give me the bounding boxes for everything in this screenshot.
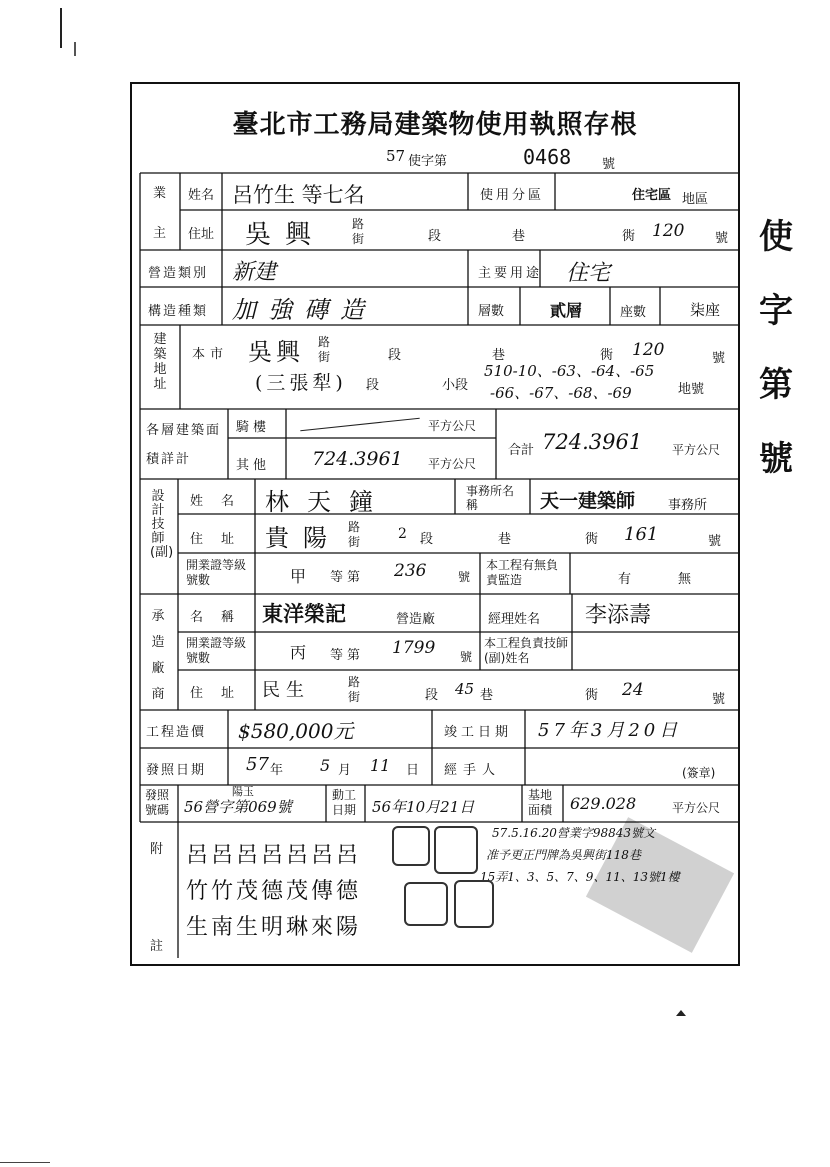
street-label: 街 bbox=[352, 232, 365, 246]
firm-no-label: 號 bbox=[712, 692, 726, 707]
permit-suffix: 號 bbox=[602, 157, 616, 172]
site-label: 建築地址 bbox=[153, 332, 167, 392]
manager-label: 經理姓名 bbox=[488, 612, 541, 627]
arcade-sqm: 平方公尺 bbox=[428, 419, 477, 433]
total-sqm: 平方公尺 bbox=[672, 443, 721, 457]
arcade-label: 騎樓 bbox=[236, 420, 271, 435]
zone-label: 使用分區 bbox=[480, 188, 545, 203]
firm-road-label: 路 bbox=[348, 675, 361, 689]
other-area-value: 724.3961 bbox=[312, 448, 403, 470]
lane-label: 巷 bbox=[512, 229, 526, 244]
site-area-label: 基地面積 bbox=[528, 788, 553, 817]
designer-no-label: 號 bbox=[708, 534, 722, 549]
office-value: 天一建築師 bbox=[540, 490, 636, 512]
supervise-no: 無 bbox=[678, 572, 692, 587]
issue-year-value: 57 bbox=[246, 754, 269, 775]
owner-no-value: 120 bbox=[652, 221, 685, 241]
floor-area-label: 各層建築面積詳計 bbox=[146, 423, 222, 467]
firm-grade-value: 丙 bbox=[290, 643, 307, 662]
issue-month-value: 5 bbox=[320, 756, 331, 775]
stray-mark-icon bbox=[676, 1010, 686, 1016]
zone-value: 住宅區 bbox=[632, 188, 672, 203]
tech-label: 本工程負責技師(副)姓名 bbox=[484, 636, 569, 665]
designer-license-value: 236 bbox=[394, 561, 427, 581]
no-label: 號 bbox=[715, 231, 729, 246]
start-date-value: 56年10月21日 bbox=[372, 798, 475, 816]
designer-license-label: 開業證等級號數 bbox=[186, 558, 247, 587]
other-sqm: 平方公尺 bbox=[428, 457, 477, 471]
notes-remark-3: 15弄1、3、5、7、9、11、13號1樓 bbox=[480, 870, 680, 884]
cost-label: 工程造價 bbox=[146, 725, 207, 740]
firm-value: 東洋榮記 bbox=[262, 601, 346, 626]
designer-name-value: 林天鐘 bbox=[265, 488, 391, 516]
supervise-yes: 有 bbox=[618, 572, 632, 587]
build-firm-label: 營造廠 bbox=[396, 612, 436, 627]
seal-stamp bbox=[434, 826, 478, 874]
site-street-label: 街 bbox=[318, 350, 331, 364]
seal-stamp bbox=[454, 880, 494, 928]
firm-alley-label: 衖 bbox=[585, 688, 599, 703]
designer-road-label: 路 bbox=[348, 520, 361, 534]
firm-license-label: 開業證等級號數 bbox=[186, 636, 247, 665]
contractor-label: 承造廠商 bbox=[151, 609, 165, 702]
designer-grade-label: 等第 bbox=[330, 570, 365, 585]
structure-label: 構造種類 bbox=[148, 304, 209, 319]
main-use-label: 主要用途 bbox=[478, 266, 543, 281]
issue-month-label: 月 bbox=[338, 763, 352, 778]
owner-name-value: 呂竹生 等七名 bbox=[232, 183, 365, 207]
firm-section-label: 段 bbox=[425, 688, 439, 703]
site-lots-2: -66、-67、-68、-69 bbox=[490, 384, 632, 402]
buildings-value: 柒座 bbox=[690, 301, 721, 319]
designer-lane-label: 巷 bbox=[498, 532, 512, 547]
permit-char: 使字第 bbox=[408, 154, 448, 169]
build-type-label: 營造類別 bbox=[148, 266, 209, 281]
side-text: 使字第 號 bbox=[759, 217, 793, 479]
site-alley-label: 衖 bbox=[600, 348, 614, 363]
issue-year-label: 年 bbox=[270, 763, 284, 778]
permit-number: 0468 bbox=[523, 145, 572, 169]
site-area-sqm: 平方公尺 bbox=[672, 801, 721, 815]
site-section-suffix: 段 bbox=[366, 378, 380, 393]
firm-road-value: 民生 bbox=[262, 680, 310, 701]
completion-value: 57年3月20日 bbox=[538, 720, 682, 741]
completion-label: 竣工日期 bbox=[444, 725, 513, 740]
issue-day-value: 11 bbox=[370, 756, 391, 775]
site-area-value: 629.028 bbox=[570, 794, 637, 813]
permit-year: 57 bbox=[386, 147, 406, 165]
zone-suffix: 地區 bbox=[682, 192, 709, 207]
main-use-value: 住宅 bbox=[566, 261, 611, 286]
floors-label: 層數 bbox=[478, 304, 505, 319]
designer-road-value: 貴陽 bbox=[265, 524, 341, 552]
notes-remark-2: 准予更正門牌為吳興街118巷 bbox=[486, 848, 641, 862]
manager-value: 李添壽 bbox=[585, 603, 652, 628]
site-section-label: 段 bbox=[388, 348, 402, 363]
designer-street-label: 街 bbox=[348, 535, 361, 549]
firm-license-value: 1799 bbox=[392, 638, 436, 658]
site-lane-label: 巷 bbox=[492, 348, 506, 363]
designer-name-label: 姓名 bbox=[190, 494, 253, 509]
start-date-label: 動工日期 bbox=[332, 788, 357, 817]
designer-no-value: 161 bbox=[624, 524, 659, 545]
firm-address-label: 住址 bbox=[190, 686, 253, 701]
supervise-label: 本工程有無負責監造 bbox=[486, 558, 559, 587]
office-label: 事務所名稱 bbox=[466, 484, 515, 512]
permit-no-label: 發照號碼 bbox=[145, 788, 170, 817]
build-type-value: 新建 bbox=[232, 260, 277, 285]
firm-street-label: 街 bbox=[348, 690, 361, 704]
address-label: 住址 bbox=[188, 227, 215, 242]
seal-stamp bbox=[392, 826, 430, 866]
permit-prefix-value: 陽玉 bbox=[232, 785, 254, 798]
owner-label-2: 主 bbox=[153, 226, 167, 241]
total-label: 合計 bbox=[508, 443, 535, 458]
form-title: 臺北市工務局建築物使用執照存根 bbox=[232, 110, 638, 140]
firm-no-value: 24 bbox=[622, 680, 644, 700]
designer-alley-label: 衖 bbox=[585, 532, 599, 547]
site-lots-1: 510-10、-63、-64、-65 bbox=[484, 362, 655, 380]
name-label: 姓名 bbox=[188, 188, 215, 203]
cost-value: $580,000元 bbox=[238, 719, 354, 743]
structure-value: 加強磚造 bbox=[232, 296, 376, 324]
site-section-value: (三張犁) bbox=[255, 372, 347, 394]
designer-license-suffix: 號 bbox=[458, 570, 471, 584]
firm-lane-value: 45 bbox=[455, 680, 475, 698]
buildings-label: 座數 bbox=[620, 305, 647, 320]
road-label: 路 bbox=[352, 217, 365, 231]
floors-value: 貳層 bbox=[550, 301, 583, 320]
handler-label: 經手人 bbox=[444, 763, 502, 778]
firm-license-suffix: 號 bbox=[460, 650, 473, 664]
designer-address-label: 住址 bbox=[190, 532, 253, 547]
city-label: 本市 bbox=[192, 347, 229, 362]
notes-label-2: 註 bbox=[150, 939, 164, 954]
owner-road-value: 吳興 bbox=[245, 220, 326, 250]
notes-names-2: 竹竹茂德茂傳德 bbox=[186, 879, 362, 904]
firm-grade-label: 等第 bbox=[330, 648, 365, 663]
designer-section-label: 段 bbox=[420, 532, 434, 547]
other-label: 其他 bbox=[236, 458, 271, 473]
sign-label: (簽章) bbox=[682, 766, 716, 780]
issue-day-label: 日 bbox=[406, 763, 420, 778]
site-no-label: 號 bbox=[712, 351, 726, 366]
seal-stamp bbox=[404, 882, 448, 926]
notes-names-3: 生南生明琳來陽 bbox=[186, 915, 362, 940]
site-road-label: 路 bbox=[318, 335, 331, 349]
section-label: 段 bbox=[428, 229, 442, 244]
firm-name-label: 名稱 bbox=[190, 610, 253, 625]
issue-date-label: 發照日期 bbox=[146, 763, 207, 778]
notes-remark-1: 57.5.16.20營業字98843號文 bbox=[492, 826, 656, 840]
designer-sec-value: 2 bbox=[398, 526, 407, 542]
notes-label-1: 附 bbox=[150, 842, 164, 857]
total-area-value: 724.3961 bbox=[542, 430, 643, 454]
office-suffix: 事務所 bbox=[668, 498, 708, 513]
firm-lane-label: 巷 bbox=[480, 688, 494, 703]
site-road-value: 吳興 bbox=[248, 338, 304, 366]
designer-grade-value: 甲 bbox=[290, 567, 307, 586]
owner-label-1: 業 bbox=[153, 186, 167, 201]
designer-label: 設計技師(副) bbox=[150, 489, 174, 560]
sub-section-label: 小段 bbox=[442, 378, 469, 393]
notes-names-1: 呂呂呂呂呂呂呂 bbox=[186, 843, 362, 868]
site-no-value: 120 bbox=[632, 340, 665, 360]
permit-no-value: 56營字第069號 bbox=[184, 798, 292, 816]
land-no-label: 地號 bbox=[678, 382, 705, 397]
alley-label: 衖 bbox=[622, 229, 636, 244]
